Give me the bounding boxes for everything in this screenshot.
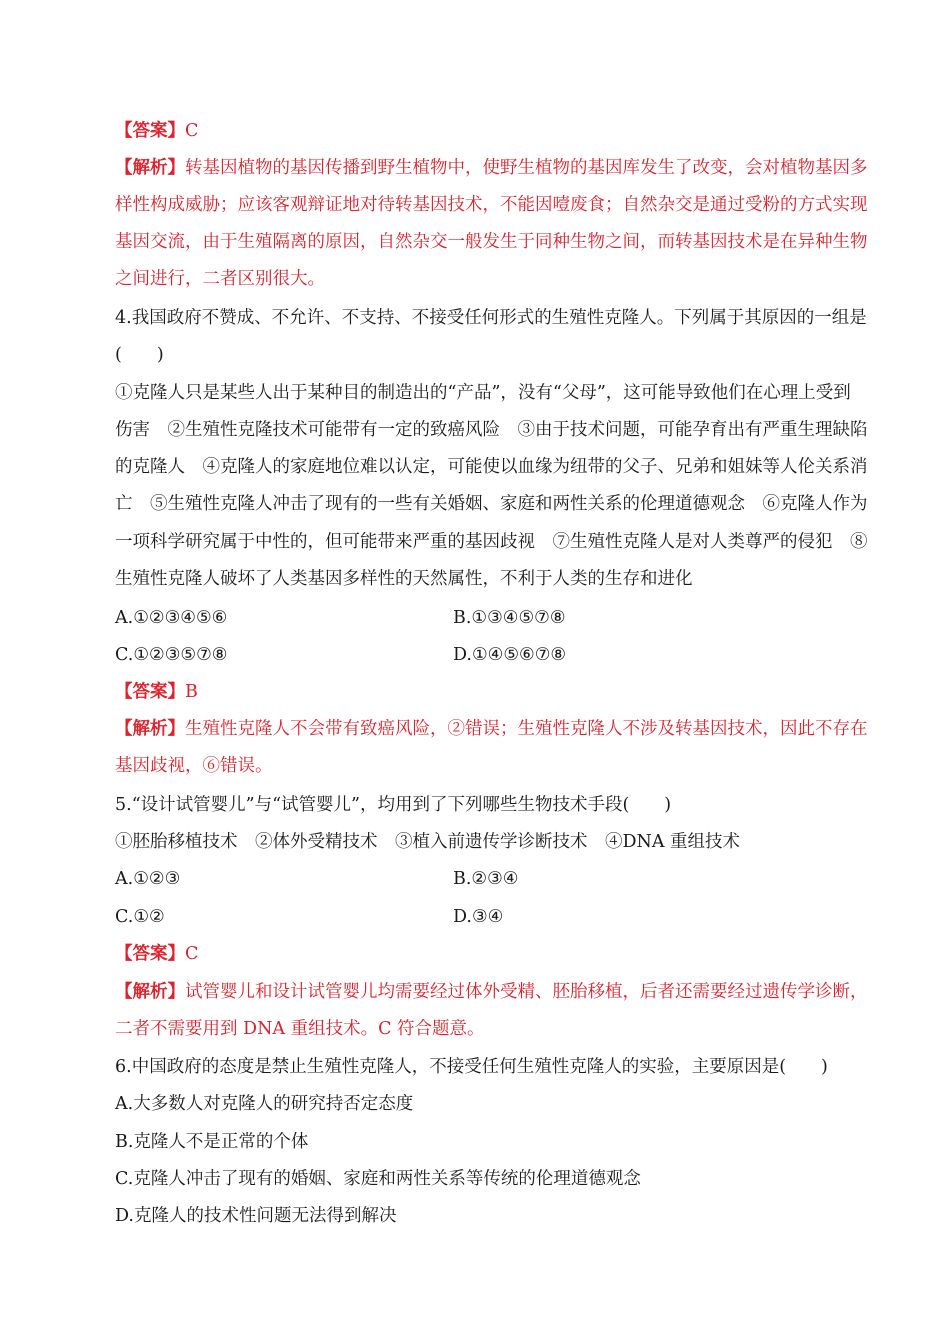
analysis-text: 生殖性克隆人不会带有致癌风险，②错误；生殖性克隆人不涉及转基因技术，因此不存在	[185, 719, 868, 739]
q5-option-a: A.①②③	[115, 869, 181, 889]
answer-tag: 【答案】	[115, 121, 185, 141]
answer-tag: 【答案】	[115, 682, 185, 702]
analysis-text: 试管婴儿和设计试管婴儿均需要经过体外受精、胚胎移植，后者还需要经过遗传学诊断，	[185, 982, 868, 1002]
q5-option-d: D.③④	[453, 907, 504, 927]
q5-stem-line: ①胚胎移植技术 ②体外受精技术 ③植入前遗传学诊断技术 ④DNA 重组技术	[115, 832, 741, 852]
analysis-tag: 【解析】	[115, 158, 185, 178]
q4-analysis-line	[115, 717, 868, 741]
q5-analysis-line	[115, 980, 868, 1004]
q4-stem-line: 生殖性克隆人破坏了人类基因多样性的天然属性，不利于人类的生存和进化	[115, 569, 693, 589]
q4-option-b: B.①③④⑤⑦⑧	[453, 608, 566, 628]
q5-option-b: B.②③④	[453, 869, 519, 889]
answer-value: C	[185, 944, 199, 964]
q5-option-c: C.①②	[115, 907, 165, 927]
answer-value: B	[185, 682, 198, 702]
q4-stem-line: ( )	[115, 345, 164, 365]
q4-stem-line: 的克隆人 ④克隆人的家庭地位难以认定，可能使以血缘为纽带的父子、兄弟和姐妹等人伦关系消	[115, 457, 868, 477]
q4-stem-line: 一项科学研究属于中性的，但可能带来严重的基因歧视 ⑦生殖性克隆人是对人类尊严的侵犯 ⑧	[115, 532, 868, 552]
q4-analysis-line: 基因歧视，⑥错误。	[115, 756, 273, 776]
answer-value: C	[185, 121, 199, 141]
analysis-tag: 【解析】	[115, 982, 185, 1002]
q3-analysis-line: 之间进行，二者区别很大。	[115, 269, 325, 289]
q6-option-b: B.克隆人不是正常的个体	[115, 1132, 309, 1152]
q6-option-c: C.克隆人冲击了现有的婚姻、家庭和两性关系等传统的伦理道德观念	[115, 1169, 641, 1189]
q4-stem-line: ①克隆人只是某些人出于某种目的制造出的“产品”，没有“父母”，这可能导致他们在心理上受到	[115, 383, 851, 403]
q3-analysis-line: 样性构成威胁；应该客观辩证地对待转基因技术，不能因噎废食；自然杂交是通过受粉的方式实现	[115, 195, 868, 215]
answer-tag: 【答案】	[115, 944, 185, 964]
q4-stem-line: 4.我国政府不赞成、不允许、不支持、不接受任何形式的生殖性克隆人。下列属于其原因的一组是	[115, 308, 867, 328]
q4-stem-line: 伤害 ②生殖性克隆技术可能带有一定的致癌风险 ③由于技术问题，可能孕育出有严重生理缺陷	[115, 420, 868, 440]
q3-analysis-line: 基因交流，由于生殖隔离的原因，自然杂交一般发生于同种生物之间，而转基因技术是在异种生物	[115, 232, 868, 252]
q5-answer	[115, 942, 198, 966]
q4-answer	[115, 680, 198, 704]
q4-stem-line: 亡 ⑤生殖性克隆人冲击了现有的一些有关婚姻、家庭和两性关系的伦理道德观念 ⑥克隆人作为	[115, 494, 868, 514]
q3-answer	[115, 119, 198, 143]
q3-analysis-line	[115, 156, 868, 180]
q5-analysis-line: 二者不需要用到 DNA 重组技术。C 符合题意。	[115, 1019, 485, 1039]
q4-option-a: A.①②③④⑤⑥	[115, 608, 228, 628]
analysis-tag: 【解析】	[115, 719, 185, 739]
q5-stem-line: 5.“设计试管婴儿”与“试管婴儿”，均用到了下列哪些生物技术手段( )	[115, 795, 672, 815]
q6-stem-line: 6.中国政府的态度是禁止生殖性克隆人，不接受任何生殖性克隆人的实验，主要原因是( )	[115, 1057, 828, 1077]
q6-option-d: D.克隆人的技术性问题无法得到解决	[115, 1206, 397, 1226]
q6-option-a: A.大多数人对克隆人的研究持否定态度	[115, 1094, 414, 1114]
q4-option-c: C.①②③⑤⑦⑧	[115, 645, 228, 665]
q4-option-d: D.①④⑤⑥⑦⑧	[453, 645, 567, 665]
analysis-text: 转基因植物的基因传播到野生植物中，使野生植物的基因库发生了改变，会对植物基因多	[185, 158, 868, 178]
